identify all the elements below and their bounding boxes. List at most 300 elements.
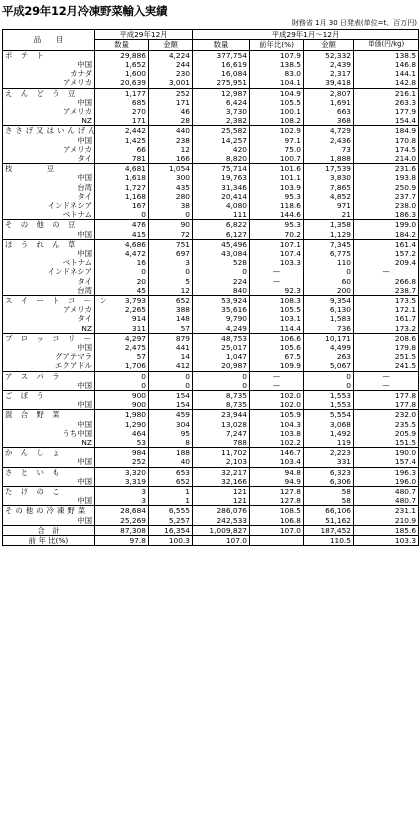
qty-year-cell: 242,533 [193,516,250,526]
ratio-cell: 127.8 [250,487,304,497]
unit-price-cell: 210.9 [354,516,419,526]
table-group-row [3,164,419,174]
qty-year-cell: 16,619 [193,60,250,69]
qty-year-cell: 420 [193,145,250,154]
table-row [3,98,419,107]
amount-year-cell: 73 [304,145,354,154]
country-cell: 中国 [3,420,95,429]
qty-year-cell: 9,790 [193,314,250,323]
amount-cell: 0 [149,381,193,391]
ratio-cell: 67.5 [250,352,304,361]
table-row [3,286,419,296]
ratio-cell: 102.0 [250,391,304,401]
qty-year-cell: 20,414 [193,192,250,201]
qty-year-cell: 224 [193,277,250,286]
ratio-cell: 107.4 [250,249,304,258]
item-name-cell: さ と い も [3,467,95,477]
qty-year-cell: 6,424 [193,98,250,107]
qty-year-cell: 45,496 [193,239,250,249]
table-row [3,201,419,210]
country-cell: タイ [3,192,95,201]
table-group-row [3,467,419,477]
table-row [3,457,419,467]
amount-year-cell: 0 [304,371,354,381]
amount-year-cell: 0 [304,267,354,276]
country-cell: 中国 [3,343,95,352]
amount-cell: 14 [149,352,193,361]
ratio-cell: 75.0 [250,145,304,154]
ratio-cell: 105.6 [250,343,304,352]
item-name-cell: ポ テ ト [3,50,95,60]
qty-cell: 3 [95,496,149,506]
country-cell: 中国 [3,249,95,258]
item-name-cell: ア ス パ ラ [3,371,95,381]
amount-year-cell: 1,358 [304,220,354,230]
ratio-cell: 97.1 [250,136,304,145]
amount-year-cell: 2,439 [304,60,354,69]
amount-year-header: 金額 [304,40,354,51]
amount-year-cell: 0 [304,381,354,391]
amount-year-cell: 1,553 [304,391,354,401]
qty-year-header: 数量 [193,40,250,51]
unit-price-cell: 231.6 [354,164,419,174]
amount-year-cell: 21 [304,210,354,220]
unit-price-cell: 170.8 [354,136,419,145]
country-cell: カナダ [3,69,95,78]
amount-year-cell: 4,729 [304,126,354,136]
ratio-cell: 100.1 [250,107,304,116]
amount-cell: 1,054 [149,164,193,174]
table-row [3,352,419,361]
qty-year-cell: 4,080 [193,201,250,210]
ratio-cell: 106.8 [250,516,304,526]
amount-year-cell: 2,223 [304,448,354,458]
amount-year-cell: 58 [304,496,354,506]
country-cell: NZ [3,438,95,448]
table-row [3,420,419,429]
unit-price-cell: 184.2 [354,230,419,240]
country-cell: タイ [3,277,95,286]
qty-cell: 1,618 [95,173,149,182]
amount-cell: 72 [149,230,193,240]
amount-cell: 304 [149,420,193,429]
amount-year-cell: 7,865 [304,183,354,192]
qty-year-cell: 121 [193,487,250,497]
amount-cell: 459 [149,410,193,420]
amount-cell: 751 [149,239,193,249]
table-row [3,78,419,88]
ratio-cell: 138.5 [250,60,304,69]
unit-price-cell: 480.7 [354,496,419,506]
ratio-cell: — [250,371,304,381]
country-cell: グアテマラ [3,352,95,361]
qty-cell: 2,442 [95,126,149,136]
ratio-cell: 101.6 [250,164,304,174]
ratio-cell: — [250,381,304,391]
qty-cell: 0 [95,371,149,381]
amount-cell: 652 [149,477,193,487]
amount-cell: 5,257 [149,516,193,526]
amount-cell: 16,354 [149,525,193,535]
qty-cell: 4,686 [95,239,149,249]
item-name-cell: 混 合 野 菜 [3,410,95,420]
unit-price-cell: 251.5 [354,352,419,361]
table-group-row [3,88,419,98]
amount-year-cell: 52,332 [304,50,354,60]
ratio-cell: 101.1 [250,173,304,182]
amount-cell: 8 [149,438,193,448]
amount-year-cell: 1,129 [304,230,354,240]
qty-cell: 53 [95,438,149,448]
ratio-cell: 104.9 [250,88,304,98]
table-row [3,400,419,410]
ratio-cell: 70.2 [250,230,304,240]
amount-year-cell: 5,554 [304,410,354,420]
table-row [3,183,419,192]
country-cell: 中国 [3,60,95,69]
unit-price-cell: 196.0 [354,477,419,487]
qty-cell: 1,425 [95,136,149,145]
ratio-cell: 102.0 [250,400,304,410]
country-cell: 中国 [3,381,95,391]
amount-year-cell: 6,306 [304,477,354,487]
qty-cell: 66 [95,145,149,154]
qty-cell: 476 [95,220,149,230]
unit-price-cell: — [354,267,419,276]
amount-year-cell: 119 [304,438,354,448]
amount-cell: 100.3 [149,536,193,546]
amount-cell: 300 [149,173,193,182]
qty-cell: 57 [95,352,149,361]
amount-cell: 38 [149,201,193,210]
unit-price-cell: 263.3 [354,98,419,107]
ratio-cell: 127.8 [250,496,304,506]
country-cell: アメリカ [3,145,95,154]
amount-cell: 12 [149,145,193,154]
qty-year-cell: 14,257 [193,136,250,145]
table-group-row [3,220,419,230]
ratio-cell: — [250,277,304,286]
table-row [3,230,419,240]
qty-year-cell: 8,735 [193,391,250,401]
table-row [3,107,419,116]
country-cell: 中国 [3,400,95,410]
amount-year-cell: 971 [304,201,354,210]
qty-year-cell: 35,616 [193,305,250,314]
qty-cell: 16 [95,258,149,267]
country-cell: 中国 [3,230,95,240]
amount-cell: 879 [149,333,193,343]
qty-year-cell: 528 [193,258,250,267]
country-cell: 中国 [3,496,95,506]
qty-cell: 20 [95,277,149,286]
amount-cell: 12 [149,286,193,296]
amount-cell: 435 [149,183,193,192]
ratio-cell: 108.5 [250,506,304,516]
amount-year-cell: 1,888 [304,154,354,164]
item-name-cell: た け の こ [3,487,95,497]
qty-cell: 914 [95,314,149,323]
table-row [3,324,419,334]
ratio-cell: 146.7 [250,448,304,458]
qty-year-cell: 8,820 [193,154,250,164]
unit-price-cell: 161.7 [354,314,419,323]
table-group-row [3,448,419,458]
table-group-row [3,371,419,381]
amount-cell: 440 [149,126,193,136]
table-group-row [3,50,419,60]
amount-cell: 441 [149,343,193,352]
unit-price-cell: 193.8 [354,173,419,182]
qty-year-cell: 6,127 [193,230,250,240]
qty-cell: 2,475 [95,343,149,352]
table-row [3,145,419,154]
table-group-row [3,506,419,516]
unit-price-cell: 157.4 [354,457,419,467]
amount-cell: 412 [149,361,193,371]
amount-year-cell: 187,452 [304,525,354,535]
table-row [3,192,419,201]
amount-cell: 40 [149,457,193,467]
table-row [3,136,419,145]
amount-year-cell: 2,317 [304,69,354,78]
amount-year-cell: 3,830 [304,173,354,182]
country-cell: アメリカ [3,78,95,88]
unit-price-cell: 144.1 [354,69,419,78]
yoy-ratio-row-label: 前 年 比(%) [3,536,95,546]
amount-year-cell: 2,436 [304,136,354,145]
unit-price-cell: 177.8 [354,400,419,410]
table-row [3,69,419,78]
country-cell: エクアドル [3,361,95,371]
table-row [3,173,419,182]
ratio-cell: 105.5 [250,305,304,314]
year-period-header: 平成29年1月～12月 [193,30,419,40]
unit-price-cell: 480.7 [354,487,419,497]
unit-price-cell: 173.5 [354,295,419,305]
unit-price-cell: — [354,371,419,381]
unit-price-cell: 138.5 [354,50,419,60]
source-note: 財務省 1月 30 日発表(単位=t、百万円) [291,19,417,27]
table-group-row [3,239,419,249]
country-cell: 中国 [3,98,95,107]
amount-year-cell: 66,106 [304,506,354,516]
item-name-cell: その他の冷凍野菜 [3,506,95,516]
unit-price-cell: 186.3 [354,210,419,220]
amount-year-cell: 3,068 [304,420,354,429]
qty-cell: 4,297 [95,333,149,343]
qty-year-cell: 12,987 [193,88,250,98]
ratio-cell: 103.9 [250,183,304,192]
ratio-cell: 106.6 [250,333,304,343]
qty-cell: 900 [95,400,149,410]
amount-cell: 90 [149,220,193,230]
unit-price-cell: 238.7 [354,286,419,296]
qty-year-cell: 11,702 [193,448,250,458]
amount-cell: 3 [149,258,193,267]
qty-year-cell: 107.0 [193,536,250,546]
amount-cell: 6,555 [149,506,193,516]
yoy-ratio-row [3,536,419,546]
ratio-cell: 144.6 [250,210,304,220]
table-row [3,361,419,371]
unit-price-cell: 237.7 [354,192,419,201]
amount-cell: 280 [149,192,193,201]
qty-year-cell: 53,924 [193,295,250,305]
import-table [2,29,419,546]
amount-cell: 28 [149,116,193,126]
qty-cell: 270 [95,107,149,116]
amount-cell: 0 [149,371,193,381]
qty-cell: 1,177 [95,88,149,98]
amount-year-cell: 110 [304,258,354,267]
amount-year-cell: 10,171 [304,333,354,343]
qty-year-cell: 788 [193,438,250,448]
qty-year-cell: 13,028 [193,420,250,429]
amount-year-cell: 368 [304,116,354,126]
ratio-cell: 102.9 [250,126,304,136]
table-row [3,477,419,487]
qty-cell: 97.8 [95,536,149,546]
country-cell: アメリカ [3,107,95,116]
unit-price-cell: 214.0 [354,154,419,164]
ratio-cell: 92.3 [250,286,304,296]
qty-year-cell: 20,987 [193,361,250,371]
country-cell: ベトナム [3,258,95,267]
qty-cell: 781 [95,154,149,164]
qty-year-cell: 0 [193,381,250,391]
unit-price-cell: 216.1 [354,88,419,98]
qty-year-cell: 75,714 [193,164,250,174]
unit-price-cell: 208.6 [354,333,419,343]
unit-price-cell: 205.9 [354,429,419,438]
unit-price-cell: 161.4 [354,239,419,249]
amount-cell: 57 [149,324,193,334]
ratio-cell: 102.2 [250,438,304,448]
ratio-cell: 107.1 [250,239,304,249]
qty-year-cell: 286,076 [193,506,250,516]
ratio-cell: 94.8 [250,467,304,477]
ratio-cell: 103.4 [250,457,304,467]
qty-header: 数量 [95,40,149,51]
table-row [3,277,419,286]
amount-year-cell: 200 [304,286,354,296]
qty-cell: 20,639 [95,78,149,88]
amount-year-cell: 6,130 [304,305,354,314]
unit-price-cell: 184.9 [354,126,419,136]
ratio-cell [250,536,304,546]
qty-cell: 1,168 [95,192,149,201]
qty-cell: 167 [95,201,149,210]
amount-cell: 653 [149,467,193,477]
country-cell: うち中国 [3,429,95,438]
ratio-cell: 108.3 [250,295,304,305]
table-group-row [3,126,419,136]
amount-year-cell: 1,553 [304,400,354,410]
amount-year-cell: 2,807 [304,88,354,98]
qty-cell: 1,727 [95,183,149,192]
ratio-cell: 118.6 [250,201,304,210]
table-row [3,314,419,323]
qty-cell: 1,290 [95,420,149,429]
ratio-cell: 105.5 [250,98,304,107]
qty-year-cell: 2,382 [193,116,250,126]
unit-price-cell: 266.8 [354,277,419,286]
amount-cell: 1 [149,496,193,506]
table-row [3,210,419,220]
amount-year-cell: 7,345 [304,239,354,249]
country-cell: 中国 [3,173,95,182]
amount-year-cell: 6,323 [304,467,354,477]
country-cell: 中国 [3,457,95,467]
amount-cell: 1 [149,487,193,497]
item-name-cell: か ん し ょ [3,448,95,458]
table-group-row [3,487,419,497]
unit-price-cell: 190.0 [354,448,419,458]
unit-price-cell: 250.9 [354,183,419,192]
qty-year-cell: 25,017 [193,343,250,352]
unit-price-cell: 231.1 [354,506,419,516]
item-name-cell: ささげ又はいんげん [3,126,95,136]
qty-year-cell: 1,047 [193,352,250,361]
amount-cell: 652 [149,295,193,305]
qty-cell: 3 [95,487,149,497]
ratio-header: 前年比(%) [250,40,304,51]
ratio-cell: 95.3 [250,220,304,230]
qty-cell: 87,308 [95,525,149,535]
total-row-label: 合 計 [3,525,95,535]
qty-cell: 29,886 [95,50,149,60]
amount-cell: 244 [149,60,193,69]
unit-price-cell: 241.5 [354,361,419,371]
amount-cell: 0 [149,210,193,220]
country-cell: タイ [3,314,95,323]
item-name-cell: ス イ ー ト コ ー ン [3,295,95,305]
unit-price-cell: 177.8 [354,391,419,401]
qty-cell: 252 [95,457,149,467]
unit-price-cell: 173.2 [354,324,419,334]
table-row [3,258,419,267]
amount-year-cell: 663 [304,107,354,116]
qty-cell: 1,652 [95,60,149,69]
qty-year-cell: 48,753 [193,333,250,343]
ratio-cell: 104.1 [250,78,304,88]
item-name-cell: ご ぼ う [3,391,95,401]
unit-price-cell: 177.9 [354,107,419,116]
qty-cell: 4,472 [95,249,149,258]
amount-year-cell: 1,583 [304,314,354,323]
amount-cell: 95 [149,429,193,438]
item-name-cell: ほ う れ ん 草 [3,239,95,249]
amount-year-cell: 17,539 [304,164,354,174]
ratio-cell: — [250,267,304,276]
qty-year-cell: 16,084 [193,69,250,78]
qty-cell: 0 [95,267,149,276]
table-row [3,249,419,258]
unit-price-cell: — [354,381,419,391]
unit-price-cell: 103.3 [354,536,419,546]
amount-header: 金額 [149,40,193,51]
item-header: 品 目 [3,30,95,51]
unit-price-cell: 172.1 [354,305,419,314]
amount-cell: 154 [149,391,193,401]
qty-cell: 464 [95,429,149,438]
ratio-cell: 100.7 [250,154,304,164]
table-row [3,429,419,438]
ratio-cell: 108.2 [250,116,304,126]
table-body [3,50,419,546]
qty-year-cell: 2,103 [193,457,250,467]
